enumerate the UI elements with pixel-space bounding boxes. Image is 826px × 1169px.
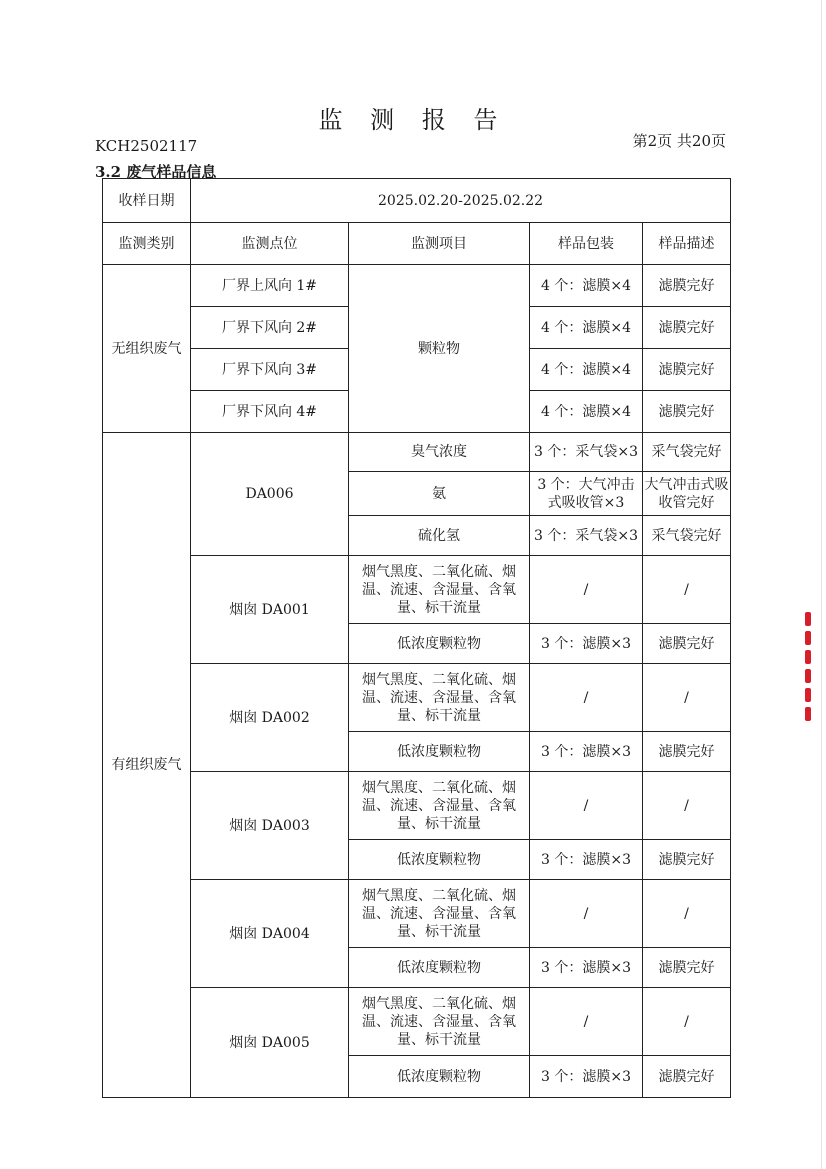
- item-cell: 低浓度颗粒物: [349, 624, 530, 664]
- description-cell: 大气冲击式吸收管完好: [643, 472, 731, 516]
- column-header: 样品包装: [530, 223, 643, 265]
- description-cell: 滤膜完好: [643, 732, 731, 772]
- item-cell: 烟气黑度、二氧化硫、烟温、流速、含湿量、含氧量、标干流量: [349, 556, 530, 624]
- item-cell: 低浓度颗粒物: [349, 1056, 530, 1098]
- item-cell: 烟气黑度、二氧化硫、烟温、流速、含湿量、含氧量、标干流量: [349, 664, 530, 732]
- category-cell: 无组织废气: [103, 265, 191, 433]
- column-header: 监测类别: [103, 223, 191, 265]
- point-cell: 厂界上风向 1#: [191, 265, 349, 307]
- description-cell: /: [643, 988, 731, 1056]
- description-cell: 滤膜完好: [643, 391, 731, 433]
- description-cell: 采气袋完好: [643, 516, 731, 556]
- package-cell: 3 个：滤膜×3: [530, 1056, 643, 1098]
- package-cell: 4 个：滤膜×4: [530, 307, 643, 349]
- point-cell: 烟囱 DA003: [191, 772, 349, 880]
- package-cell: 3 个：采气袋×3: [530, 433, 643, 472]
- sample-info-table: [102, 178, 731, 1098]
- column-header: 监测项目: [349, 223, 530, 265]
- item-cell: 氨: [349, 472, 530, 516]
- description-cell: /: [643, 664, 731, 732]
- package-cell: /: [530, 880, 643, 948]
- table-row: [103, 179, 731, 223]
- seal-stamp-mark: [805, 612, 811, 626]
- table-row: [103, 265, 731, 307]
- description-cell: 采气袋完好: [643, 433, 731, 472]
- package-cell: /: [530, 556, 643, 624]
- table-row: [103, 556, 731, 624]
- table-row: [103, 772, 731, 840]
- description-cell: 滤膜完好: [643, 840, 731, 880]
- package-cell: /: [530, 988, 643, 1056]
- category-cell: 有组织废气: [103, 433, 191, 1098]
- point-cell: 烟囱 DA001: [191, 556, 349, 664]
- package-cell: 4 个：滤膜×4: [530, 349, 643, 391]
- column-header: 样品描述: [643, 223, 731, 265]
- item-cell: 颗粒物: [349, 265, 530, 433]
- column-header: 监测点位: [191, 223, 349, 265]
- page-indicator: 第2页 共20页: [632, 132, 726, 150]
- package-cell: 3 个：滤膜×3: [530, 624, 643, 664]
- description-cell: /: [643, 772, 731, 840]
- package-cell: 4 个：滤膜×4: [530, 391, 643, 433]
- package-cell: 3 个：滤膜×3: [530, 732, 643, 772]
- description-cell: /: [643, 880, 731, 948]
- description-cell: 滤膜完好: [643, 1056, 731, 1098]
- package-cell: 3 个：滤膜×3: [530, 948, 643, 988]
- seal-stamp: [799, 612, 817, 762]
- table-row: [103, 664, 731, 732]
- point-cell: 厂界下风向 2#: [191, 307, 349, 349]
- point-cell: 厂界下风向 4#: [191, 391, 349, 433]
- item-cell: 烟气黑度、二氧化硫、烟温、流速、含湿量、含氧量、标干流量: [349, 880, 530, 948]
- point-cell: 烟囱 DA002: [191, 664, 349, 772]
- seal-stamp-mark: [805, 669, 811, 683]
- description-cell: 滤膜完好: [643, 307, 731, 349]
- item-cell: 烟气黑度、二氧化硫、烟温、流速、含湿量、含氧量、标干流量: [349, 988, 530, 1056]
- point-cell: 厂界下风向 3#: [191, 349, 349, 391]
- description-cell: 滤膜完好: [643, 349, 731, 391]
- report-number: KCH2502117: [95, 137, 198, 155]
- item-cell: 硫化氢: [349, 516, 530, 556]
- point-cell: 烟囱 DA004: [191, 880, 349, 988]
- item-cell: 低浓度颗粒物: [349, 948, 530, 988]
- seal-stamp-mark: [805, 631, 811, 645]
- item-cell: 烟气黑度、二氧化硫、烟温、流速、含湿量、含氧量、标干流量: [349, 772, 530, 840]
- item-cell: 低浓度颗粒物: [349, 732, 530, 772]
- point-cell: DA006: [191, 433, 349, 556]
- table-row: [103, 433, 731, 472]
- description-cell: 滤膜完好: [643, 624, 731, 664]
- description-cell: 滤膜完好: [643, 265, 731, 307]
- seal-stamp-mark: [805, 650, 811, 664]
- table-row: [103, 988, 731, 1056]
- package-cell: /: [530, 664, 643, 732]
- item-cell: 臭气浓度: [349, 433, 530, 472]
- description-cell: 滤膜完好: [643, 948, 731, 988]
- item-cell: 低浓度颗粒物: [349, 840, 530, 880]
- seal-stamp-mark: [805, 688, 811, 702]
- package-cell: 3 个：滤膜×3: [530, 840, 643, 880]
- date-label-cell: 收样日期: [103, 179, 191, 223]
- table-header-row: [103, 223, 731, 265]
- point-cell: 烟囱 DA005: [191, 988, 349, 1098]
- page-title: 监 测 报 告: [318, 106, 508, 134]
- package-cell: /: [530, 772, 643, 840]
- package-cell: 3 个：采气袋×3: [530, 516, 643, 556]
- description-cell: /: [643, 556, 731, 624]
- package-cell: 4 个：滤膜×4: [530, 265, 643, 307]
- date-value-cell: 2025.02.20-2025.02.22: [191, 179, 731, 223]
- page-edge-line: [821, 0, 822, 1169]
- seal-stamp-mark: [805, 707, 811, 721]
- table-row: [103, 880, 731, 948]
- section-title: 3.2 废气样品信息: [95, 163, 217, 181]
- package-cell: 3 个：大气冲击式吸收管×3: [530, 472, 643, 516]
